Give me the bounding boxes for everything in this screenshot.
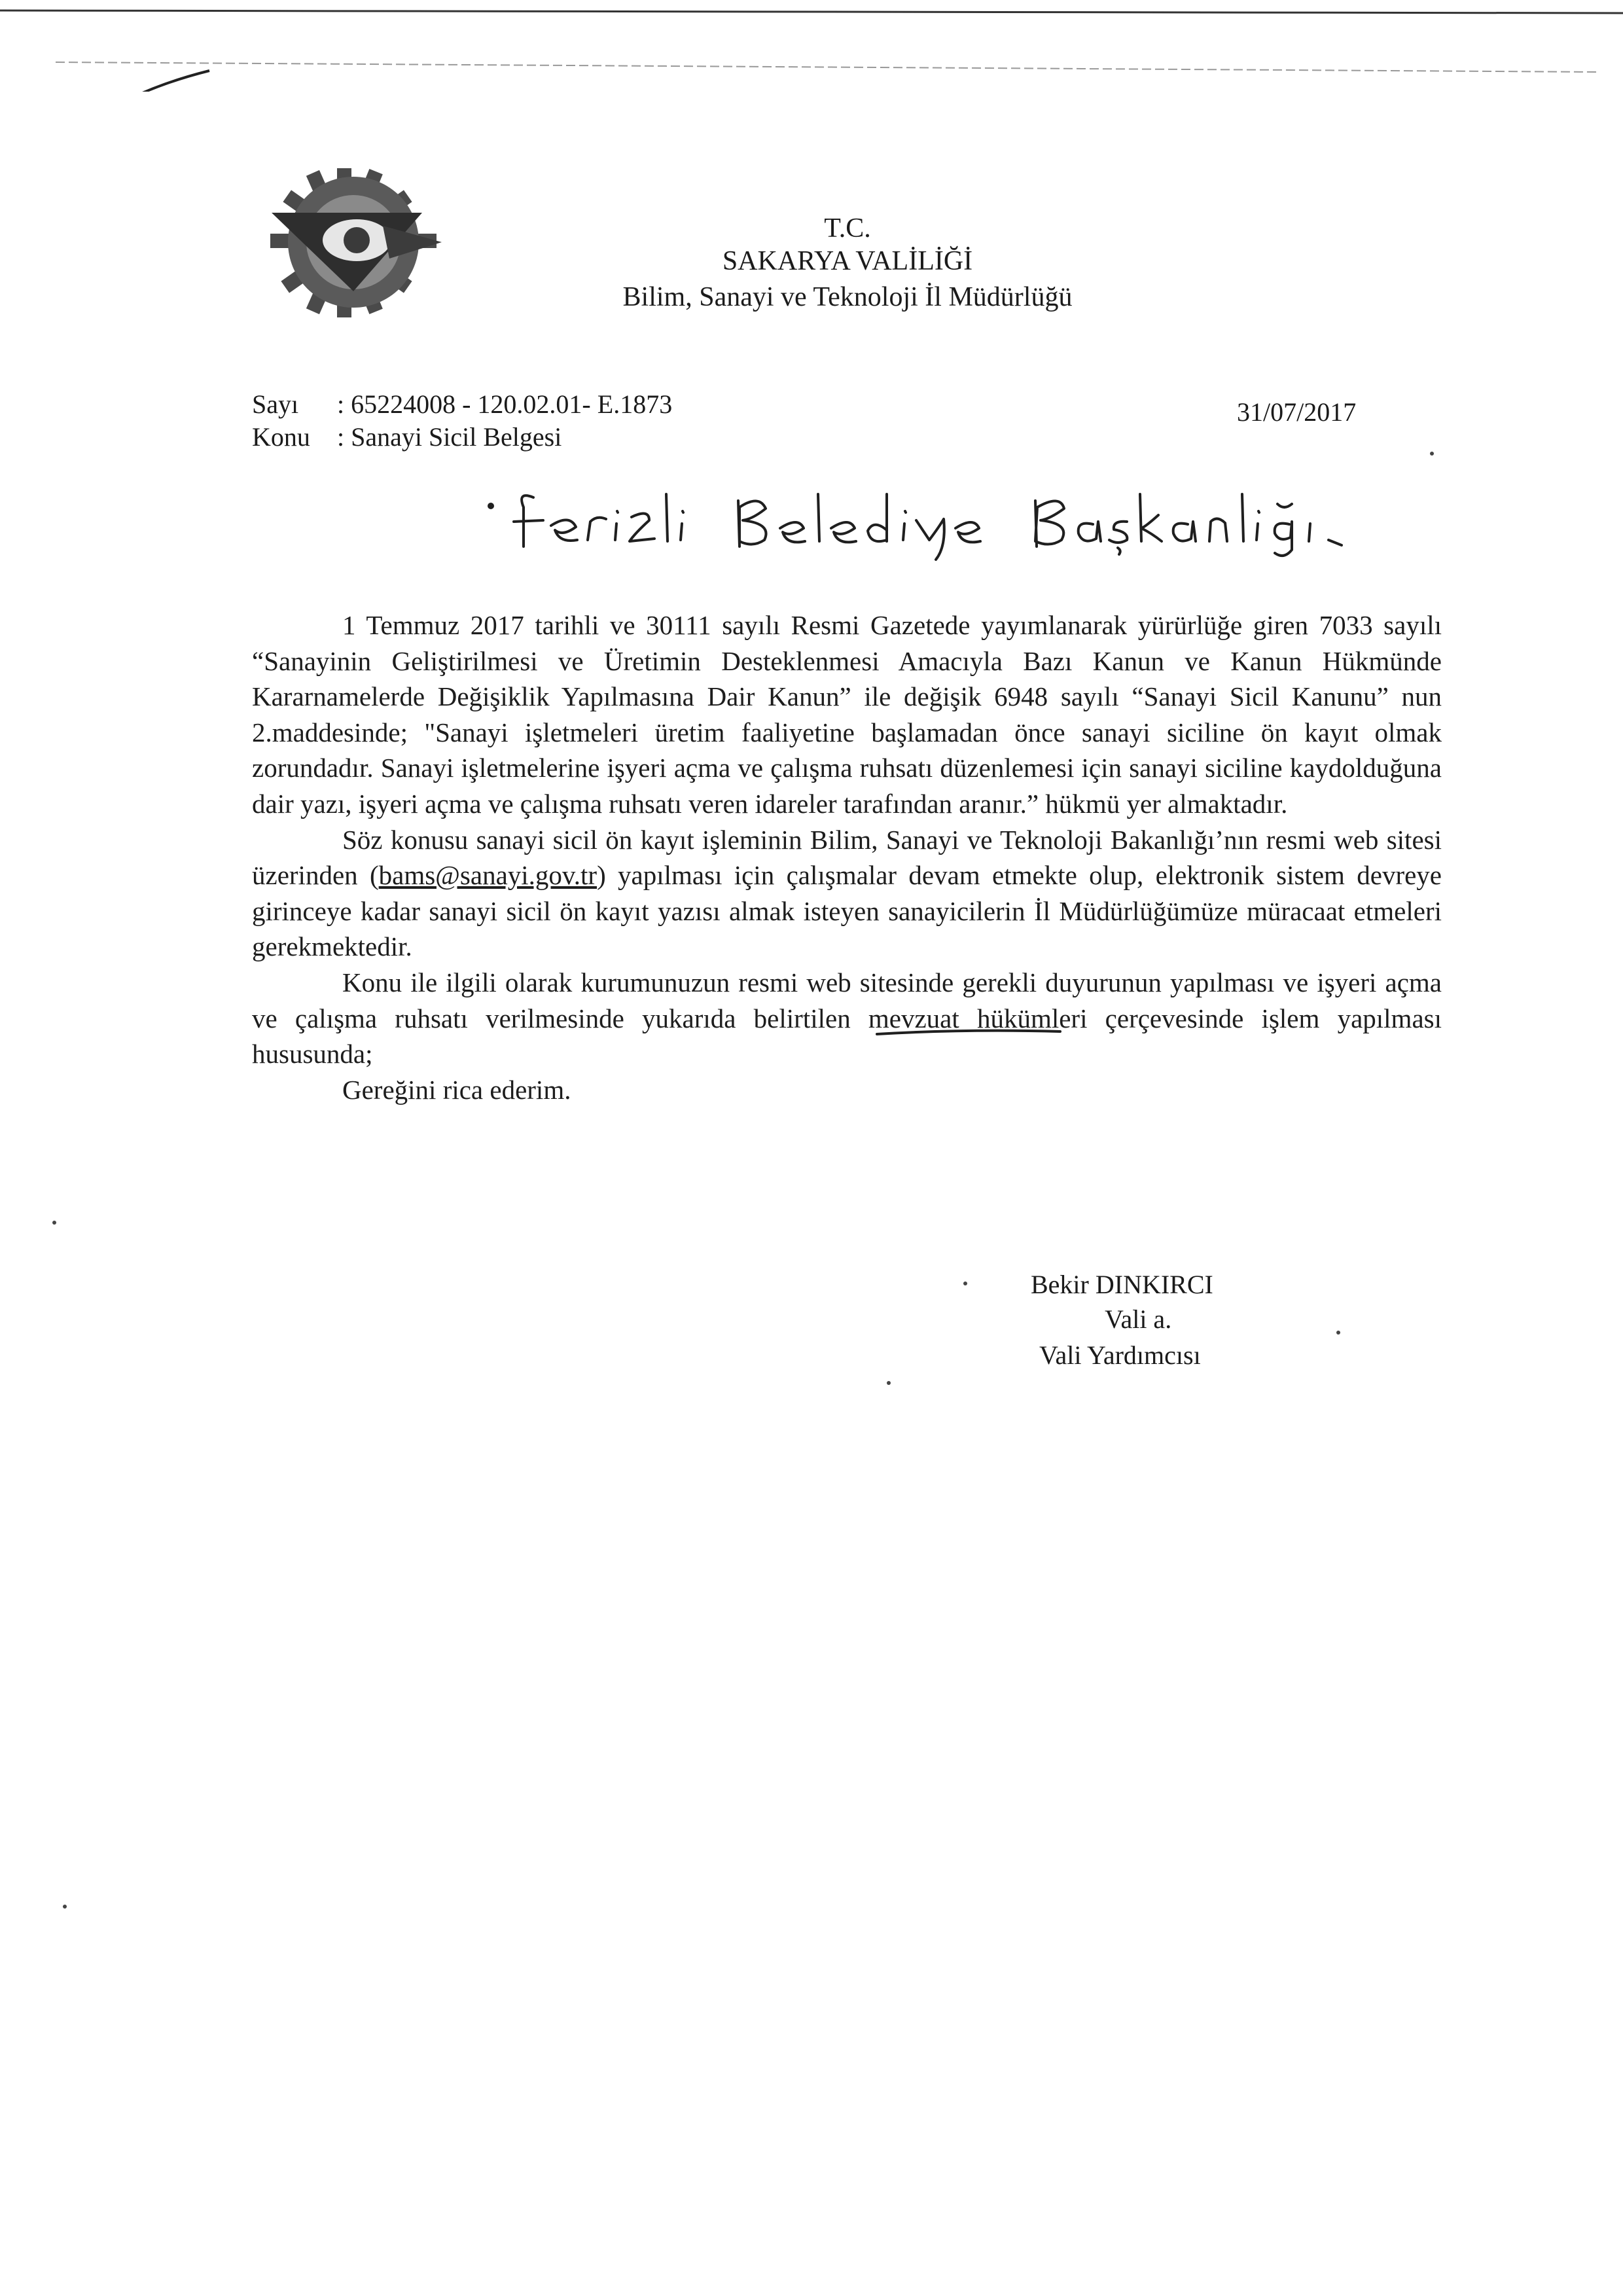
sayi-value: : 65224008 - 120.02.01- E.1873: [337, 389, 673, 419]
scan-edge-lines: [0, 0, 1623, 92]
konu-row: [252, 421, 562, 454]
scan-speck: [1430, 452, 1434, 456]
body-paragraph-1: 1 Temmuz 2017 tarihli ve 30111 sayılı Resmi Gazetede yayımlanarak yürürlüğe giren 7033 sayılı “Sanayinin Geliştirilmesi ve Üretimin Desteklenmesi Amacıyla Bazı Kanun ve Kanun Hükmünde Kararnamelerde Değişiklik Yapılmasına Dair Kanun” ile değişik 6948 sayılı “Sanayi Sicil Kanunu” nun 2.maddesinde; "Sanayi işletmeleri üretim faaliyetine başlamadan önce sanayi siciline ön kayıt olmak zorundadır. Sanayi işletmelerine işyeri açma ve çalışma ruhsatı düzenlemesi için sanayi siciline kaydolduğuna dair yazı, işyeri açma ve çalışma ruhsatı veren idareler tarafından aranır.” hükmü yer almaktadır.: [252, 610, 1442, 819]
konu-value: : Sanayi Sicil Belgesi: [337, 422, 562, 452]
signatory-name: Bekir DINKIRCI: [1031, 1270, 1213, 1299]
scan-speck: [887, 1381, 891, 1385]
scan-speck: [52, 1221, 56, 1225]
body-paragraph-4: Gereğini rica ederim.: [342, 1074, 571, 1105]
body-paragraph-2-part-2: ) yapılması için çalışmalar devam etmekte olup, elektronik sistem devreye girinceye kadar sanayi sicil ön kayıt yazısı almak isteyen sanayicilerin İl Müdürlüğümüze müracaat etmeleri gerekmektedir.: [252, 860, 1442, 962]
email-link[interactable]: bams@sanayi.gov.tr: [378, 860, 597, 891]
document-date: 31/07/2017: [1237, 397, 1357, 427]
sayi-label: Sayı: [252, 389, 299, 419]
body-paragraph-2-part-1: Söz konusu sanayi sicil ön kayıt işleminin Bilim, Sanayi ve Teknoloji Bakanlığı’nın resmi web sitesi üzerinden (: [252, 824, 1442, 891]
handwritten-underline: [874, 1022, 1063, 1042]
handwritten-addressee: [478, 468, 1374, 566]
scan-speck: [1336, 1331, 1340, 1335]
header-line-mudurluk: Bilim, Sanayi ve Teknoloji İl Müdürlüğü: [622, 282, 1073, 312]
header-line-tc: T.C.: [824, 213, 871, 243]
header-line-valilik: SAKARYA VALİLİĞİ: [722, 246, 973, 276]
konu-label: Konu: [252, 422, 310, 452]
letter-body: [252, 607, 1442, 1107]
scan-speck: [963, 1282, 967, 1285]
body-paragraph-2: [252, 822, 1442, 965]
sayi-row: [252, 388, 672, 421]
scan-speck: [63, 1905, 67, 1909]
signatory-role-1: Vali a.: [1105, 1304, 1172, 1334]
signatory-role-2: Vali Yardımcısı: [1039, 1340, 1201, 1370]
body-paragraph-3: Konu ile ilgili olarak kurumunuzun resmi web sitesinde gerekli duyurunun yapılması ve işyeri açma ve çalışma ruhsatı verilmesinde yukarıda belirtilen mevzuat hükümleri çerçevesinde işlem yapılması hususunda;: [252, 967, 1442, 1069]
